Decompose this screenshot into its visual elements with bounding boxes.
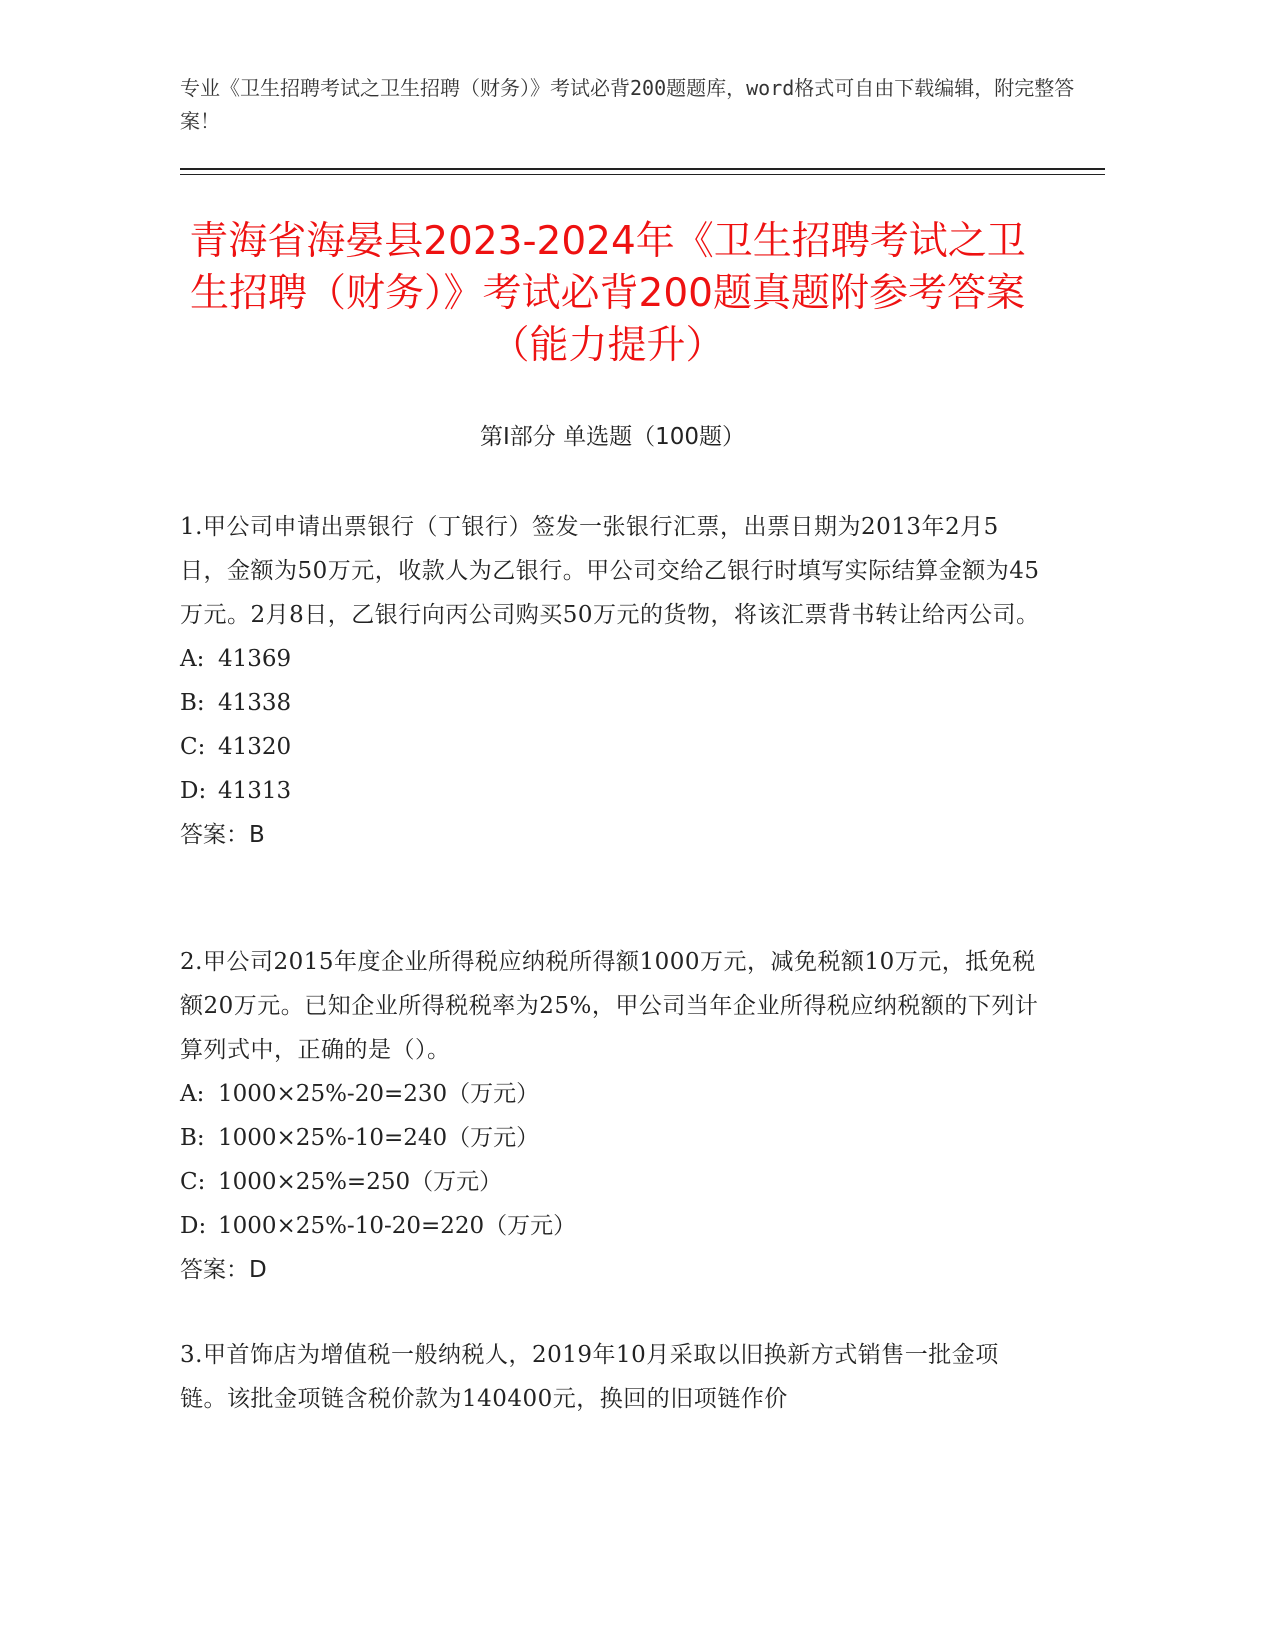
option-text: 41369 <box>218 646 292 672</box>
option-label: A: <box>180 1081 205 1107</box>
option-d <box>180 769 1040 813</box>
option-a <box>180 637 1040 681</box>
option-text: 41338 <box>218 690 292 716</box>
option-b <box>180 681 1040 725</box>
section-heading: 第Ⅰ部分 单选题（100题） <box>480 424 745 450</box>
option-text: 1000×25%-10-20=220（万元） <box>218 1213 577 1239</box>
option-a <box>180 1072 1040 1116</box>
question-stem: 3.甲首饰店为增值税一般纳税人，2019年10月采取以旧换新方式销售一批金项链。该批金项链含税价款为140400元，换回的旧项链作价 <box>180 1342 999 1412</box>
answer-line: 答案：B <box>180 822 265 848</box>
option-c <box>180 725 1040 769</box>
document-title: 青海省海晏县2023-2024年《卫生招聘考试之卫生招聘（财务）》考试必背200题真题附参考答案（能力提升） <box>189 219 1026 368</box>
option-text: 1000×25%-10=240（万元） <box>218 1125 540 1151</box>
option-text: 1000×25%=250（万元） <box>218 1169 503 1195</box>
option-label: D: <box>180 778 207 804</box>
option-c <box>180 1160 1040 1204</box>
option-d <box>180 1204 1040 1248</box>
option-label: C: <box>180 1169 206 1195</box>
option-text: 41313 <box>218 778 292 804</box>
option-text: 41320 <box>218 734 292 760</box>
header-divider-thick <box>180 168 1105 170</box>
option-label: B: <box>180 690 205 716</box>
option-text: 1000×25%-20=230（万元） <box>218 1081 540 1107</box>
option-label: D: <box>180 1213 207 1239</box>
option-label: C: <box>180 734 206 760</box>
header-divider-thin <box>180 174 1105 175</box>
answer-line: 答案：D <box>180 1257 267 1283</box>
option-label: A: <box>180 646 205 672</box>
header-note: 专业《卫生招聘考试之卫生招聘（财务）》考试必背200题题库，word格式可自由下载编辑，附完整答案！ <box>180 76 1075 133</box>
option-b <box>180 1116 1040 1160</box>
question-1 <box>180 505 1040 857</box>
question-2 <box>180 940 1040 1292</box>
question-stem: 1.甲公司申请出票银行（丁银行）签发一张银行汇票，出票日期为2013年2月5日，金额为50万元，收款人为乙银行。甲公司交给乙银行时填写实际结算金额为45万元。2月8日，乙银行向丙公司购买50万元的货物，将该汇票背书转让给丙公司。 <box>180 514 1040 628</box>
question-3 <box>180 1333 1040 1421</box>
question-stem: 2.甲公司2015年度企业所得税应纳税所得额1000万元，减免税额10万元，抵免税额20万元。已知企业所得税税率为25%，甲公司当年企业所得税应纳税额的下列计算列式中，正确的是（）。 <box>180 949 1039 1063</box>
option-label: B: <box>180 1125 205 1151</box>
